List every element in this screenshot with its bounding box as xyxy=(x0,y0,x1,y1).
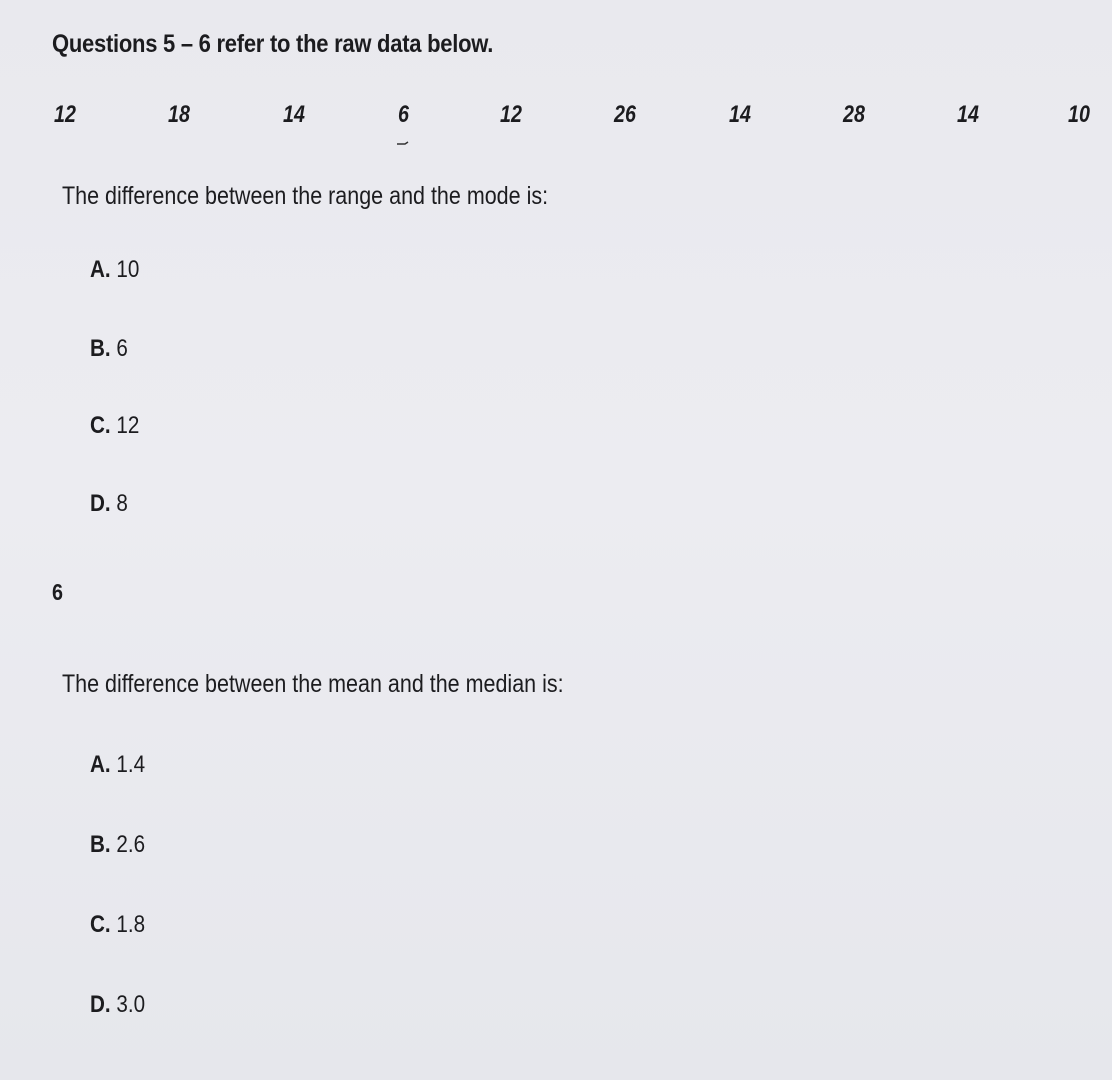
q5-option-d[interactable] xyxy=(90,490,128,518)
raw-data-value: 18 xyxy=(168,101,190,128)
option-value: 8 xyxy=(116,490,128,517)
option-value: 12 xyxy=(116,412,140,439)
raw-data-value: 12 xyxy=(500,101,522,128)
raw-data-value: 6 xyxy=(398,101,409,128)
section-header: Questions 5 – 6 refer to the raw data below. xyxy=(52,30,494,58)
option-letter: D. xyxy=(90,490,111,517)
q5-option-a[interactable] xyxy=(90,256,139,284)
option-value: 1.4 xyxy=(116,751,146,778)
pen-mark-icon xyxy=(396,140,410,148)
option-value: 6 xyxy=(116,335,128,362)
option-letter: D. xyxy=(90,991,111,1018)
question-6-number: 6 xyxy=(52,579,64,605)
option-value: 2.6 xyxy=(116,831,146,858)
q6-option-a[interactable] xyxy=(90,751,145,779)
q5-option-b[interactable] xyxy=(90,335,128,363)
option-letter: A. xyxy=(90,751,111,778)
raw-data-value: 26 xyxy=(614,101,636,128)
q5-option-c[interactable] xyxy=(90,412,139,440)
option-letter: C. xyxy=(90,412,111,439)
q6-option-c[interactable] xyxy=(90,911,145,939)
q6-option-b[interactable] xyxy=(90,831,145,859)
option-letter: B. xyxy=(90,831,111,858)
option-value: 10 xyxy=(116,256,140,283)
raw-data-value: 14 xyxy=(283,101,305,128)
question-6-text: The difference between the mean and the median is: xyxy=(62,670,564,698)
option-value: 1.8 xyxy=(116,911,146,938)
q6-option-d[interactable] xyxy=(90,991,145,1019)
raw-data-value: 12 xyxy=(54,101,76,128)
option-letter: C. xyxy=(90,911,111,938)
option-letter: A. xyxy=(90,256,111,283)
raw-data-value: 10 xyxy=(1068,101,1090,128)
raw-data-value: 14 xyxy=(729,101,751,128)
raw-data-value: 14 xyxy=(957,101,979,128)
question-5-text: The difference between the range and the mode is: xyxy=(62,182,549,210)
option-value: 3.0 xyxy=(116,991,146,1018)
option-letter: B. xyxy=(90,335,111,362)
raw-data-value: 28 xyxy=(843,101,865,128)
